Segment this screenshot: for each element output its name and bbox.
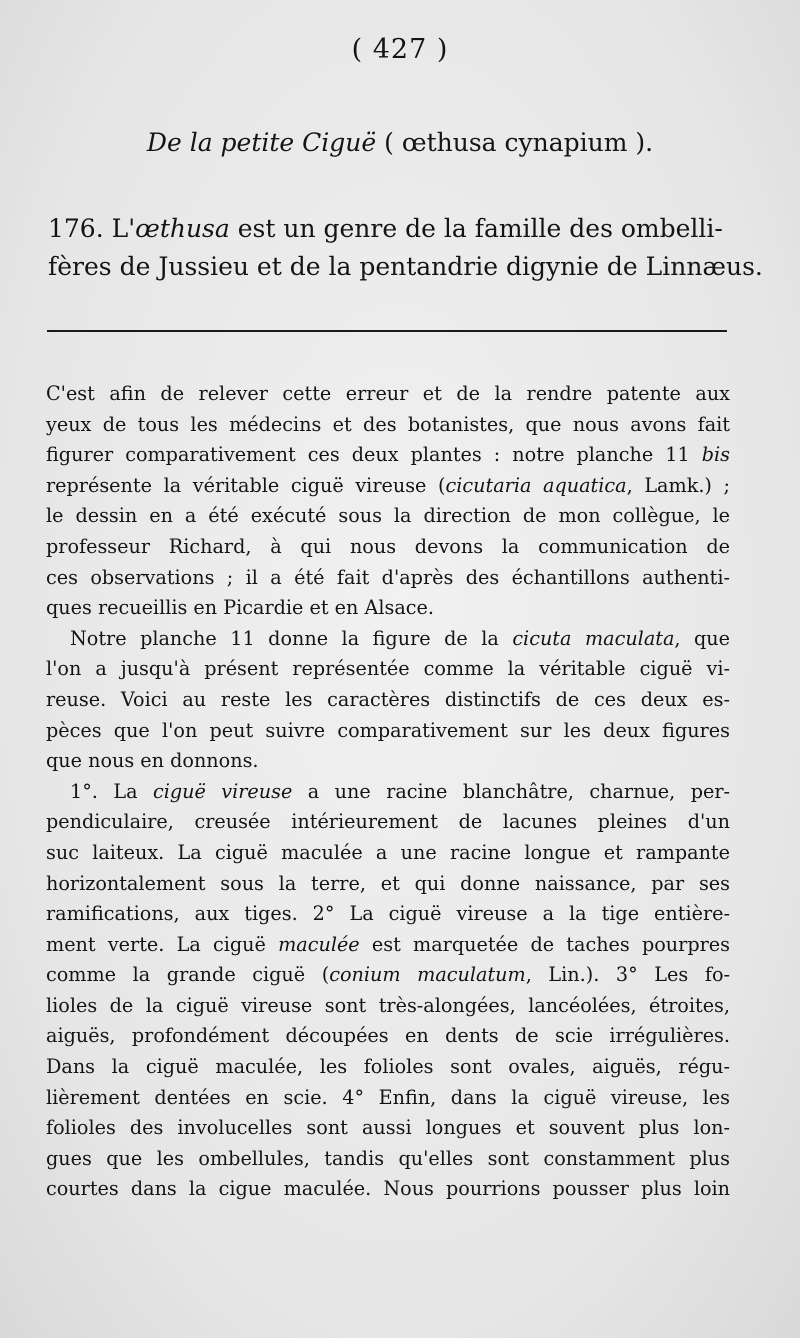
text-line	[46, 838, 730, 869]
text-line	[46, 410, 730, 441]
paragraph-3	[46, 777, 730, 1205]
text-line	[46, 1113, 730, 1144]
text-segment: suc laiteux. La ciguë maculée a une racine longue et rampante	[46, 840, 730, 864]
intro-line-1	[48, 210, 726, 248]
text-segment: l'on a jusqu'à présent représentée comme la véritable ciguë vi-	[46, 657, 730, 681]
text-line	[46, 440, 730, 471]
text-line	[46, 716, 730, 747]
text-line	[46, 685, 730, 716]
text-segment: lièrement dentées en scie. 4° Enfin, dans la ciguë vireuse, les	[46, 1085, 730, 1109]
text-segment: , Lin.). 3° Les fo-	[525, 963, 730, 987]
text-line	[46, 654, 730, 685]
text-segment: figurer comparativement ces deux plantes : notre planche 11	[46, 443, 702, 467]
section-title-text: De la petite Ciguë	[146, 128, 377, 157]
text-line	[46, 869, 730, 900]
text-segment: que nous en donnons.	[46, 749, 259, 773]
text-line	[46, 563, 730, 594]
text-segment: 1°. La	[70, 779, 153, 803]
text-segment: le dessin en a été exécuté sous la direction de mon collègue, le	[46, 504, 730, 528]
intro-line-1-rest: est un genre de la famille des ombelli-	[229, 214, 723, 243]
text-segment: ces observations ; il a été fait d'après des échantillons authenti-	[46, 565, 730, 589]
intro-genus: œthusa	[135, 214, 230, 243]
text-line	[46, 471, 730, 502]
text-segment: ment verte. La ciguë	[46, 932, 279, 956]
text-segment: pendiculaire, creusée intérieurement de lacunes pleines d'un	[46, 810, 730, 834]
text-line	[46, 930, 730, 961]
text-segment: folioles des involucelles sont aussi longues et souvent plus lon-	[46, 1116, 730, 1140]
text-line	[46, 1174, 730, 1205]
text-segment: courtes dans la cigue maculée. Nous pourrions pousser plus loin	[46, 1177, 730, 1201]
text-line	[46, 991, 730, 1022]
italic-term: maculée	[278, 932, 360, 956]
text-line	[46, 899, 730, 930]
text-segment: pèces que l'on peut suivre comparativement sur les deux figures	[46, 718, 730, 742]
text-line	[46, 1144, 730, 1175]
text-line	[46, 1021, 730, 1052]
text-line	[46, 379, 730, 410]
italic-term: ciguë vireuse	[152, 779, 293, 803]
intro-paragraph	[48, 210, 763, 286]
text-line	[46, 593, 730, 624]
text-segment: reuse. Voici au reste les caractères distinctifs de ces deux es-	[46, 687, 730, 711]
text-segment: comme la grande ciguë (	[46, 963, 330, 987]
text-segment: , Lamk.) ;	[626, 473, 730, 497]
text-line	[46, 501, 730, 532]
page-number: ( 427 )	[351, 34, 449, 65]
text-segment: Dans la ciguë maculée, les folioles sont ovales, aiguës, régu-	[46, 1055, 730, 1079]
text-segment: yeux de tous les médecins et des botanistes, que nous avons fait	[46, 412, 730, 436]
text-segment: ramifications, aux tiges. 2° La ciguë vireuse a la tige entière-	[46, 902, 730, 926]
italic-term: cicuta maculata	[512, 626, 675, 650]
text-segment: ques recueillis en Picardie et en Alsace.	[46, 596, 434, 620]
text-segment: C'est afin de relever cette erreur et de la rendre patente aux	[46, 382, 730, 405]
body-text	[46, 379, 730, 1205]
text-segment: professeur Richard, à qui nous devons la communication de	[46, 534, 730, 558]
intro-line-2: fères de Jussieu et de la pentandrie digynie de Linnæus.	[48, 252, 763, 281]
text-segment: a une racine blanchâtre, charnue, per-	[292, 779, 730, 803]
intro-number: 176. L'	[48, 214, 136, 243]
text-segment: , que	[674, 626, 731, 650]
italic-term: cicutaria aquatica	[445, 473, 627, 497]
paragraph-1	[46, 379, 730, 624]
text-line	[46, 960, 730, 991]
section-title	[0, 128, 800, 157]
text-line	[46, 532, 730, 563]
text-segment: Notre planche 11 donne la figure de la	[70, 626, 513, 650]
text-line	[46, 746, 730, 777]
text-line	[46, 624, 730, 655]
text-line	[46, 1083, 730, 1114]
section-title-latin: ( œthusa cynapium ).	[384, 128, 654, 157]
text-segment: représente la véritable ciguë vireuse (	[46, 473, 446, 497]
text-segment: aiguës, profondément découpées en dents de scie irrégulières.	[46, 1024, 730, 1048]
text-line	[46, 1052, 730, 1083]
text-line	[46, 777, 730, 808]
text-segment: gues que les ombellules, tandis qu'elles sont constamment plus	[46, 1146, 730, 1170]
italic-term: bis	[701, 443, 730, 467]
text-segment: lioles de la ciguë vireuse sont très-alongées, lancéolées, étroites,	[46, 993, 730, 1017]
text-segment: horizontalement sous la terre, et qui donne naissance, par ses	[46, 871, 730, 895]
italic-term: conium maculatum	[329, 963, 526, 987]
text-line	[46, 807, 730, 838]
section-divider	[47, 330, 727, 332]
text-segment: est marquetée de taches pourpres	[359, 932, 730, 956]
paragraph-2	[46, 624, 730, 777]
